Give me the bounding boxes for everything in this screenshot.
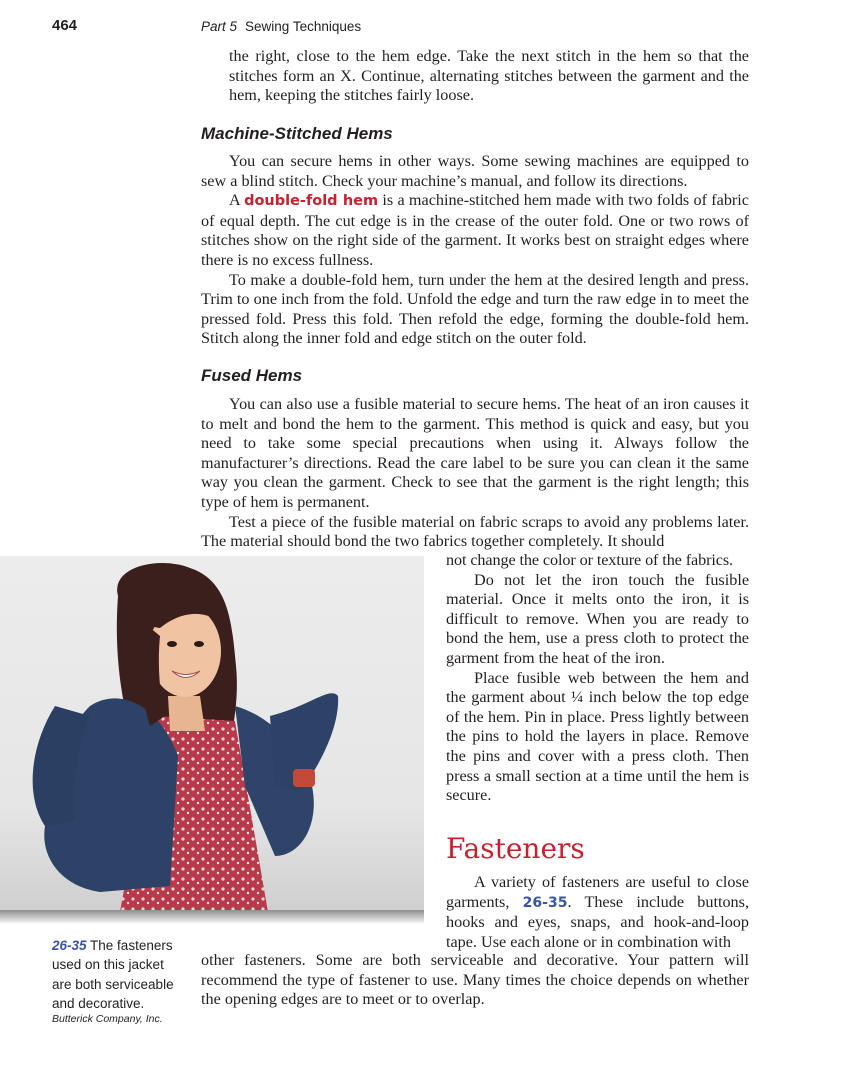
fasteners-right-column: [446, 873, 749, 952]
photo-shadow: [0, 910, 424, 924]
machine-paragraph-1: You can secure hems in other ways. Some sewing machines are equipped to sew a blind stitch. Check your machine’s manual, and follow its directions.: [201, 152, 749, 190]
chapter-label: Sewing Techniques: [245, 19, 362, 34]
fasteners-paragraph-continuation: other fasteners. Some are both serviceable and decorative. Your pattern will recommend the type of fastener to use. Many times the choice depends on whether the opening edges are to meet or to overlap.: [201, 951, 749, 1009]
p2-after: is a machine-stitched hem made with two folds of fabric of equal depth. The cut edge is in the crease of the outer fold. One or two rows of stitches show on the right side of the garment. It works best on straight edges where there is no excess fullness.: [201, 191, 749, 269]
figure-credit: Butterick Company, Inc.: [52, 1013, 163, 1025]
figure-number: 26-35: [52, 938, 87, 953]
fused-paragraph-4: Place fusible web between the hem and the garment about ¼ inch below the top edge of the hem. Pin in place. Press lightly between the pins to hold the layers in place. Remove the pins and cover with a press cloth. Then press a small section at a time until the hem is secure.: [446, 668, 749, 805]
machine-paragraph-2: [201, 191, 749, 270]
figure-photo: [0, 556, 424, 912]
photo-illustration: [0, 556, 424, 912]
figure-caption: [52, 936, 182, 1013]
running-title: [201, 19, 361, 34]
fused-right-column: [446, 551, 749, 806]
figure-caption-text: The fasteners used on this jacket are both serviceable and decorative.: [52, 938, 174, 1011]
term-double-fold-hem: double-fold hem: [244, 193, 379, 210]
machine-stitched-block: [201, 152, 749, 349]
figure-reference: 26-35: [522, 894, 568, 911]
machine-stitched-heading: Machine-Stitched Hems: [201, 124, 393, 143]
fused-paragraph-2a: Test a piece of the fusible material on fabric scraps to avoid any problems later. The material should bond the two fabrics together completely. It should: [201, 512, 749, 551]
intro-block: [229, 47, 749, 106]
running-header: [0, 16, 849, 40]
fasteners-continuation-block: [201, 951, 749, 1010]
fused-paragraph-1: You can also use a fusible material to secure hems. The heat of an iron causes it to melt and bond the hem to the garment. This method is quick and easy, but you need to take some special precautions when using it. Always follow the manufacturer’s directions. Read the care label to be sure you can clean it the same way you clean the garment. Check to see that the garment is the right length; this type of hem is permanent.: [201, 395, 749, 511]
fused-hems-heading: Fused Hems: [201, 366, 303, 385]
fasteners-p1-before: A variety of fasteners are useful to close garments,: [446, 873, 749, 911]
fused-paragraph-3: Do not let the iron touch the fusible material. Once it melts onto the iron, it is difficult to remove. When you are ready to bond the hem, use a press cloth to protect the garment from the heat of the iron.: [446, 570, 749, 667]
fasteners-paragraph-1: [446, 873, 749, 952]
machine-paragraph-3: To make a double-fold hem, turn under the hem at the desired length and press. Trim to one inch from the fold. Unfold the edge and turn the raw edge in to meet the pressed fold. Press this fold. Then refold the edge, forming the double-fold hem. Stitch along the inner fold and edge stitch on the outer fold.: [201, 270, 749, 348]
p2-before: A: [229, 191, 245, 210]
part-label: Part 5: [201, 19, 238, 34]
fused-hems-block: [201, 395, 749, 552]
fasteners-p1-after: . These include buttons, hooks and eyes, snaps, and hook-and-loop tape. Use each alone or in combination with: [446, 892, 749, 951]
intro-paragraph: the right, close to the hem edge. Take the next stitch in the hem so that the stitches form an X. Continue, alternating stitches between the garment and the hem, keeping the stitches fairly loose.: [229, 47, 749, 105]
fused-paragraph-2b: not change the color or texture of the fabrics.: [446, 551, 734, 569]
fasteners-heading: Fasteners: [446, 832, 585, 865]
page-number: 464: [52, 17, 78, 34]
